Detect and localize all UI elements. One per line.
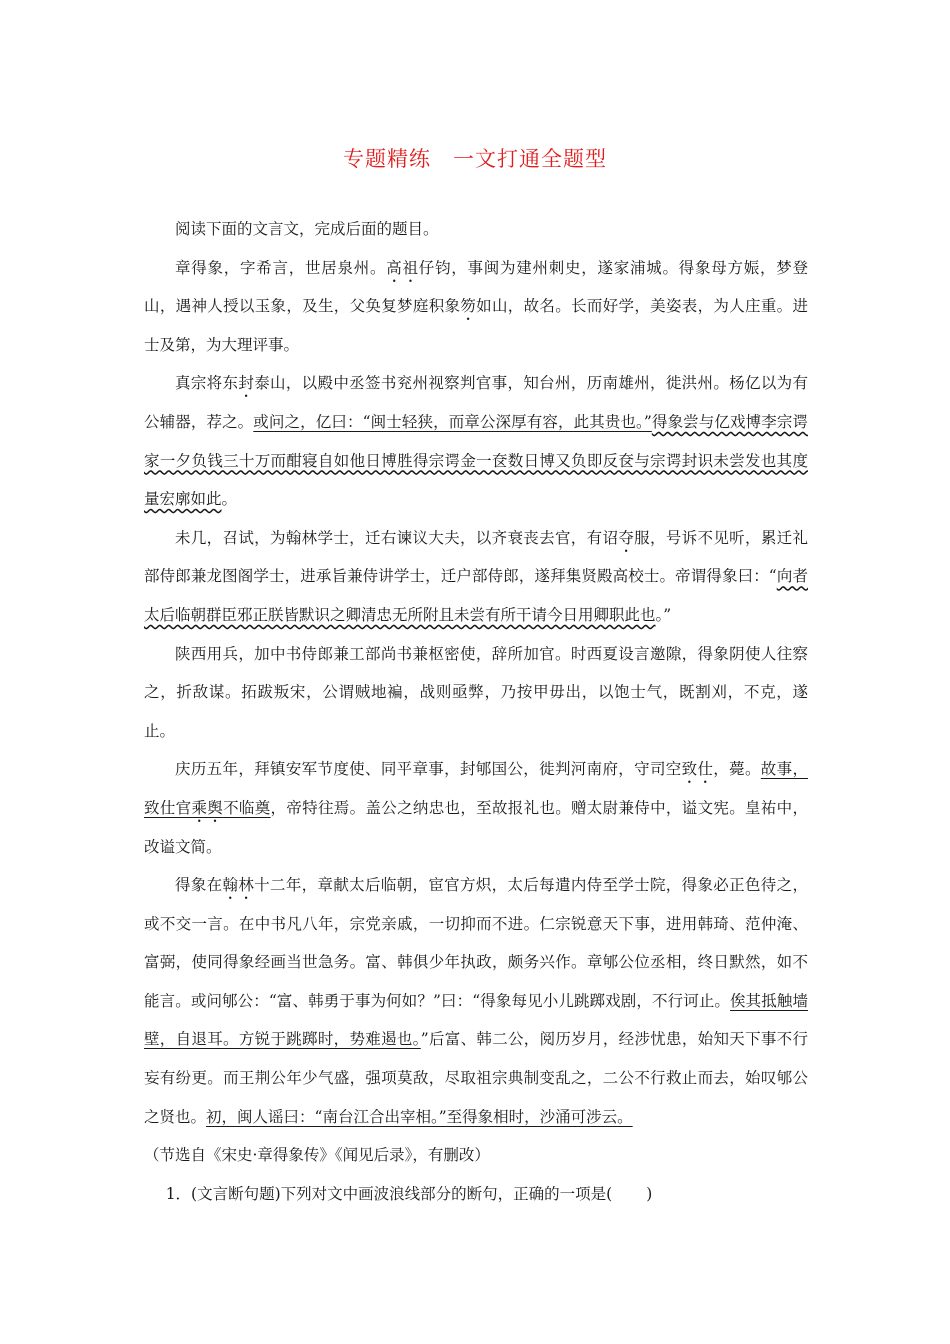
paragraph-3 xyxy=(144,519,808,635)
dotted-term: 笏 xyxy=(460,297,477,316)
wavy-underlined-passage: 得象尝与亿戏博李宗谔家一夕负钱三十万而酣寝自如他日博胜得宗谔金一奁数日博又负即反奁与宗谔封识未尝发也其度量宏廓如此 xyxy=(144,412,808,509)
text-run: 真宗将东 xyxy=(175,374,239,393)
text-run: 服，号诉不见听，累迁礼部侍郎兼龙图阁学士，进承旨兼侍讲学士，迁户部侍郎，遂拜集贤殿高校士。帝谓得象曰：“ xyxy=(144,528,808,586)
text-run: ，帝特往焉。盖公之纳忠也，至故报礼也。赠太尉兼侍中，谥文宪。皇祐中，改谥文简。 xyxy=(144,798,808,856)
paragraph-5 xyxy=(144,750,808,866)
paragraph-2 xyxy=(144,364,808,518)
question-1 xyxy=(144,1175,808,1214)
dotted-term: 乘舆 xyxy=(191,798,224,817)
text-run: ”后富、韩二公，阅历岁月，经涉忧患，始知天下事不行妄有纷更。而王荆公年少气盛，强项莫敌，尽取祖宗典制变乱之，二公不行救止而去，始叹郇公之贤也。 xyxy=(144,1030,808,1126)
dotted-term: 高祖 xyxy=(386,258,419,277)
intro-instruction: 阅读下面的文言文，完成后面的题目。 xyxy=(175,220,439,238)
text-run: 仔钧，事闽为建州刺史，遂家浦城。得象母方娠，梦登山，遇神人授以玉象，及生，父奂复梦庭积象 xyxy=(144,258,808,316)
text-run: 得象在 xyxy=(175,876,223,895)
paragraph-1 xyxy=(144,249,808,365)
paragraph-4: 陕西用兵，加中书侍郎兼工部尚书兼枢密使，辞所加官。时西夏设言邀隙，得象阴使人往察之，折敌谋。拓跋叛宋，公谓贼地褊，战则亟弊，乃按甲毋出，以饱士气，既割刈，不克，遂止。 xyxy=(144,644,808,740)
text-run: 章得象，字希言，世居泉州。 xyxy=(175,258,387,277)
text-run: 。” xyxy=(655,605,672,624)
text-run: 十二年，章献太后临朝，宦官方炽，太后每遣内侍至学士院，得象必正色待之，或不交一言。在中书凡八年，宗党亲戚，一切抑而不进。仁宗锐意天下事，进用韩琦、范仲淹、富弼，使同得象经画当世急务。富、韩俱少年执政，颇务兴作。章郇公位丞相，终日默然，如不能言。或问郇公：“富、韩勇于事为何如？”曰：“得象每见小儿跳踯戏剧，不行诃止。 xyxy=(144,876,808,1010)
underlined-sentence: 俟其抵触墙壁，自退耳。方锐于跳踯时，势难遏也。 xyxy=(144,991,808,1049)
underlined-sentence: 初，闽人谣曰：“南台江合出宰相。”至得象相时，沙涌可涉云。 xyxy=(206,1107,633,1126)
question-close-paren: ) xyxy=(646,1184,653,1203)
text-run: 故事，致仕官 xyxy=(144,760,808,817)
text-run: 未几，召试，为翰林学士，迁右谏议大夫，以齐衰丧去官，有诏 xyxy=(175,528,619,547)
dotted-term: 致仕 xyxy=(681,760,714,779)
source-citation: （节选自《宋史·章得象传》《闻见后录》，有删改） xyxy=(144,1146,490,1165)
wavy-underlined-passage: 向者太后临朝群臣邪正朕皆默识之卿清忠无所附且未尝有所干请今日用卿职此也 xyxy=(144,567,808,624)
dotted-term: 封 xyxy=(238,374,255,393)
passage-body xyxy=(144,210,808,1213)
question-text: 1．(文言断句题)下列对文中画波浪线部分的断句，正确的一项是( xyxy=(165,1184,613,1203)
text-run: 。 xyxy=(221,490,238,509)
text-run: 泰山，以殿中丞签书兖州视察判官事，知台州，历南雄州，徙洪州。杨亿以为有公辅器，荐之。 xyxy=(144,374,808,431)
text-run: ，薨。 xyxy=(713,760,761,779)
page-title: 专题精练 一文打通全题型 xyxy=(343,147,607,171)
dotted-term: 翰林 xyxy=(222,876,255,895)
text-run: 庆历五年，拜镇安军节度使、同平章事，封郇国公，徙判河南府，守司空 xyxy=(175,760,682,779)
paragraph-6 xyxy=(144,866,808,1136)
text-run: 如山，故名。长而好学，美姿表，为人庄重。进士及第，为大理评事。 xyxy=(144,297,808,354)
text-run: 不临奠 xyxy=(223,798,271,817)
underlined-sentence: 或问之，亿曰：“闽士轻狭，而章公深厚有容，此其贵也。” xyxy=(253,412,652,431)
dotted-term: 夺 xyxy=(618,528,635,547)
